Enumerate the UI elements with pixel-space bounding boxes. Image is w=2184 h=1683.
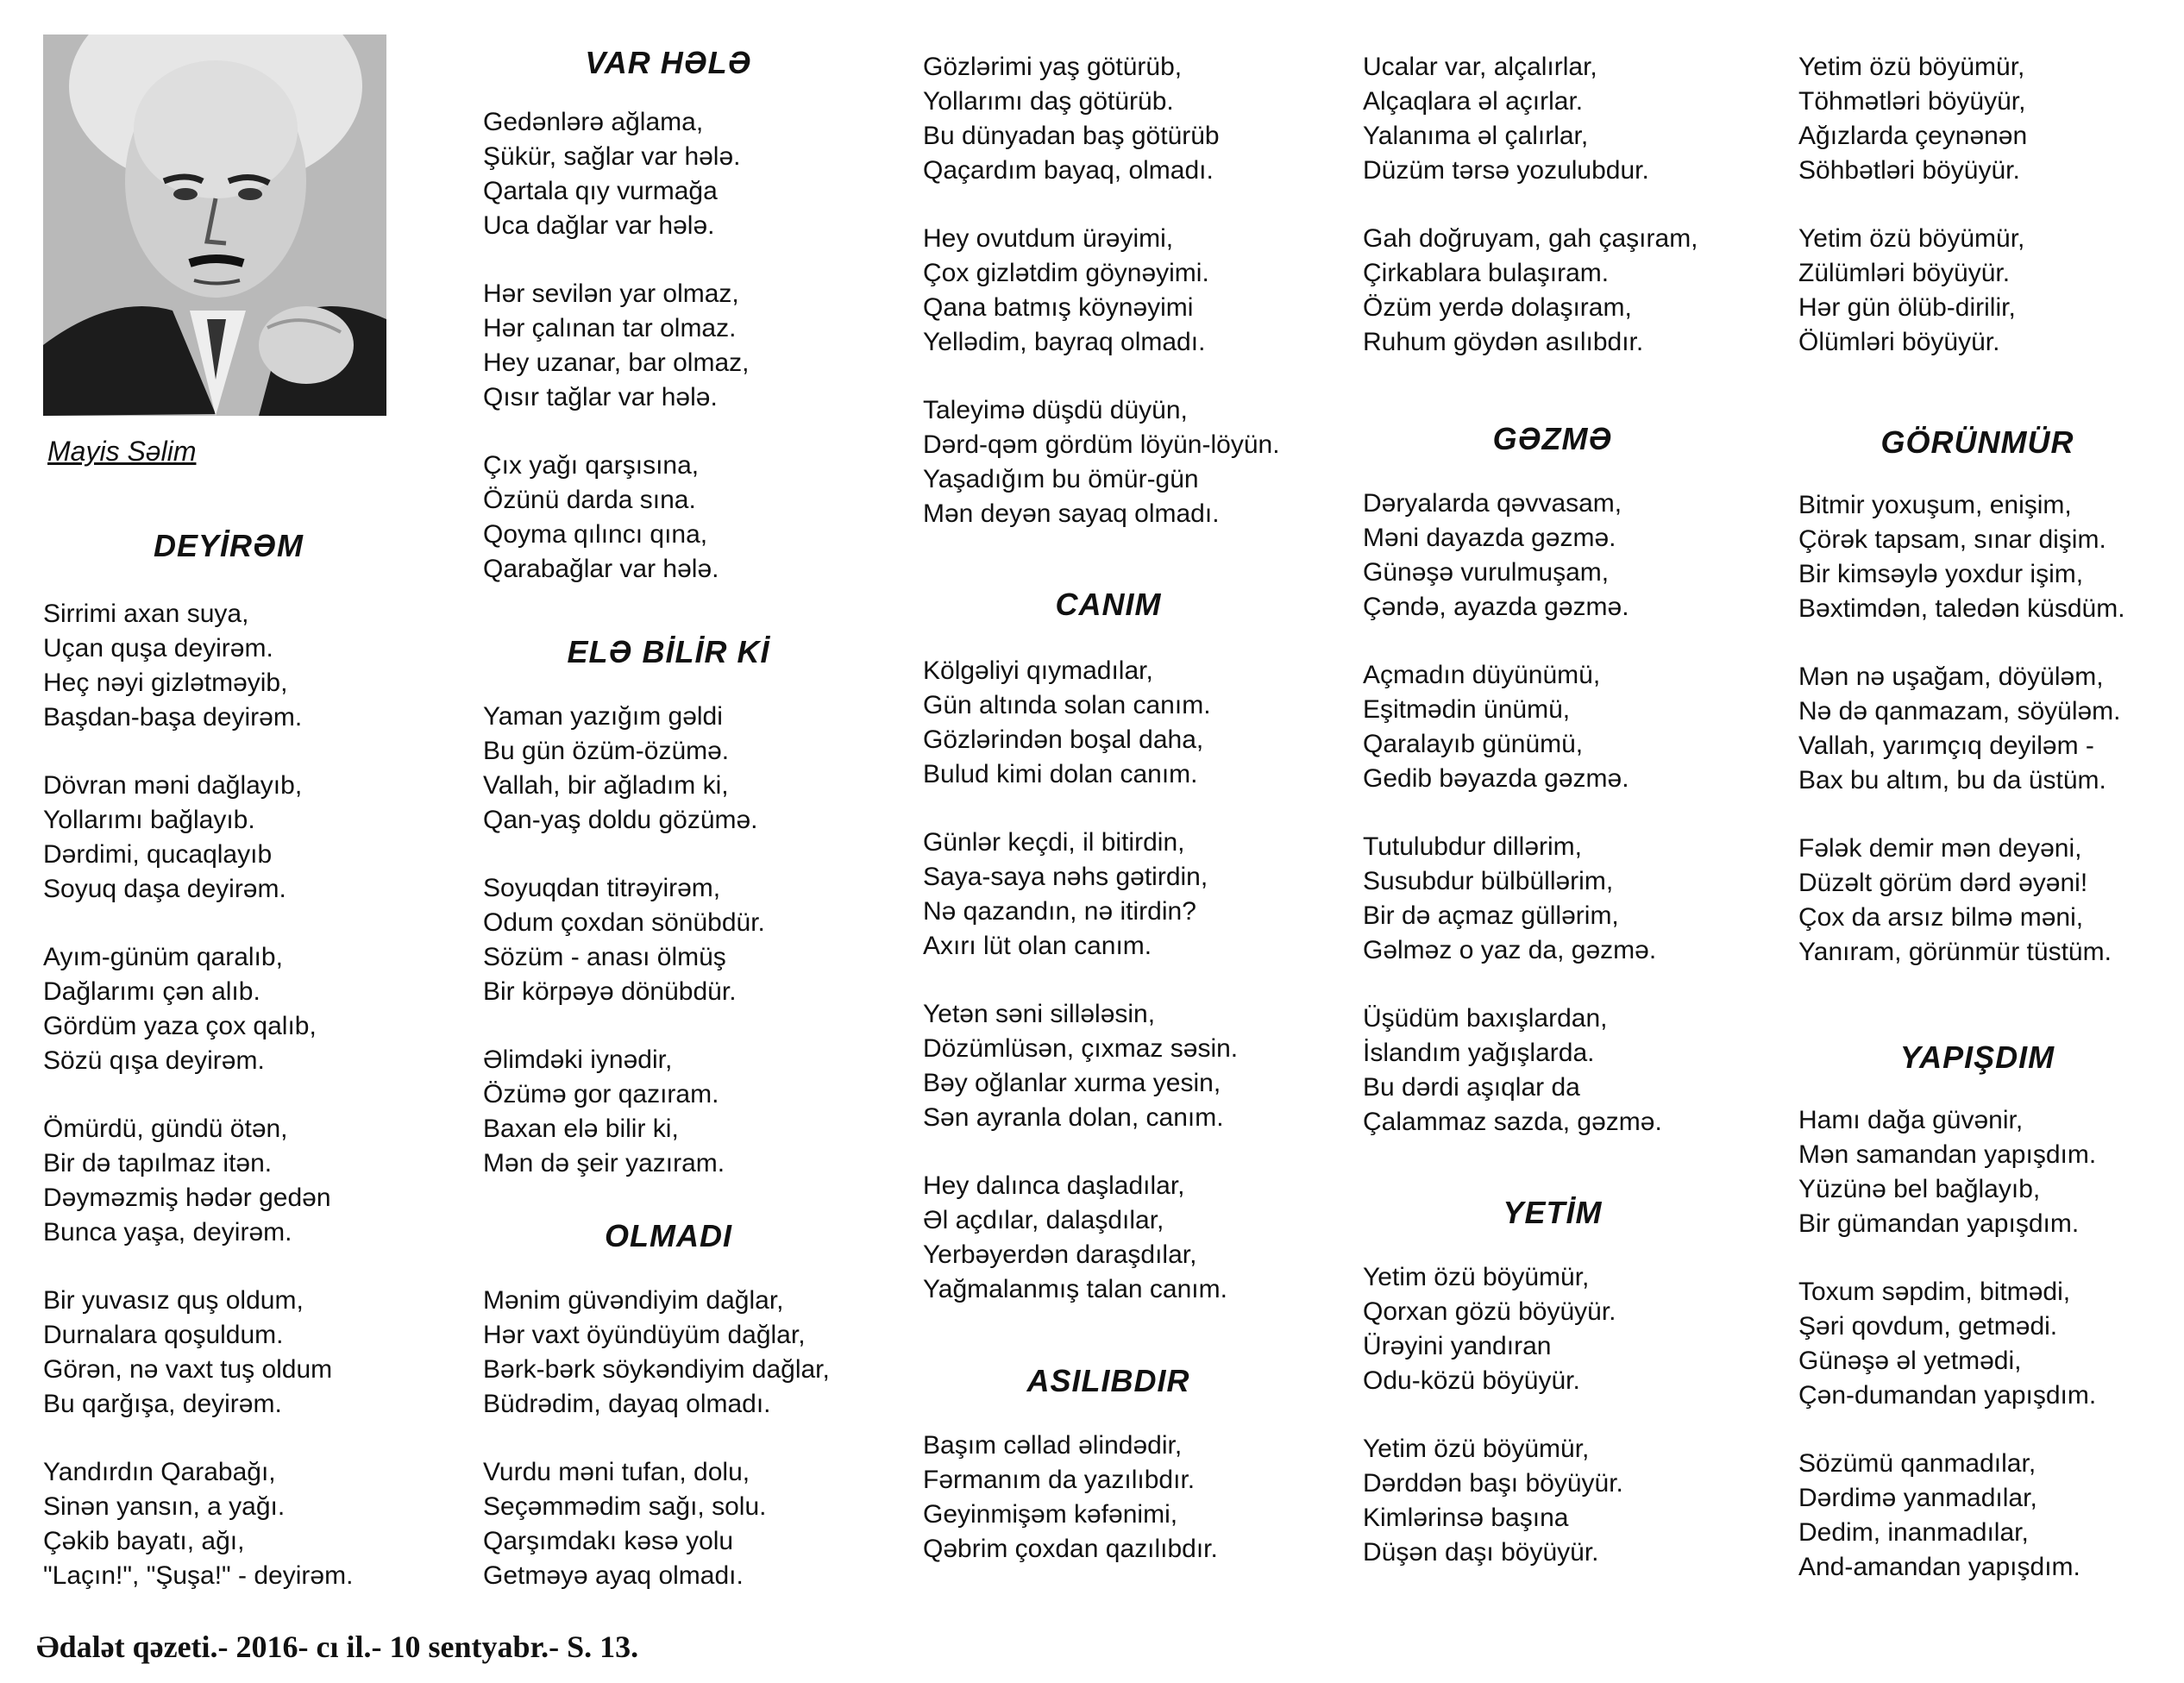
poem-line: Bir körpəyə dönübdür. <box>483 977 737 1006</box>
stanza <box>1798 50 2182 188</box>
poem-line: Özüm yerdə dolaşıram, <box>1363 293 1632 322</box>
poem-line: Çalammaz sazda, gəzmə. <box>1363 1108 1662 1136</box>
poem-line: Toxum səpdim, bitmədi, <box>1798 1278 2071 1306</box>
poem-line: Bu dünyadan baş götürüb <box>923 122 1220 150</box>
poem-line: Odu-közü böyüyür. <box>1363 1366 1580 1395</box>
poem-line: Bəy oğlanlar xurma yesin, <box>923 1069 1221 1097</box>
poem-line: Zülümləri böyüyür. <box>1798 259 2011 287</box>
poem-line: Ağızlarda çeynənən <box>1798 122 2028 150</box>
poem-line: Fərmanım da yazılıbdır. <box>923 1466 1196 1494</box>
poem-line: Bir kimsəylə yoxdur işim, <box>1798 560 2084 588</box>
poem-line: Qoyma qılıncı qına, <box>483 520 708 549</box>
poem-title: ASILIBDIR <box>1026 1363 1190 1398</box>
stanza <box>483 277 880 415</box>
poem-line: Sözümü qanmadılar, <box>1798 1449 2037 1478</box>
poem-line: Başım cəllad əlindədir, <box>923 1431 1183 1460</box>
stanza <box>483 1284 880 1422</box>
poem-line: Vallah, yarımçıq deyiləm - <box>1798 732 2094 760</box>
poem-line: Şükür, sağlar var hələ. <box>483 142 741 171</box>
stanza <box>43 1112 423 1250</box>
poem-line: Hey uzanar, bar olmaz, <box>483 349 750 377</box>
poem-line: Çıx yağı qarşısına, <box>483 451 700 480</box>
poem-line: Sirrimi axan suya, <box>43 600 249 628</box>
poem-line: Qarabağlar var hələ. <box>483 555 719 583</box>
poem-line: Qan-yaş doldu gözümə. <box>483 806 758 834</box>
stanza <box>923 222 1320 360</box>
poem-title: ELƏ BİLİR Kİ <box>567 634 770 669</box>
author-photo <box>43 35 386 416</box>
poem-line: Dağlarımı çən alıb. <box>43 977 260 1006</box>
stanza <box>1798 1447 2182 1585</box>
poem-line: Qaralayıb günümü, <box>1363 730 1584 758</box>
stanza <box>1363 658 1768 796</box>
poem-line: Dəryalarda qəvvasam, <box>1363 489 1622 518</box>
stanza <box>1363 222 1768 360</box>
poem-line: Geyinmişəm kəfənimi, <box>923 1500 1178 1529</box>
poem-line: Bulud kimi dolan canım. <box>923 760 1198 788</box>
poem-gezme <box>1363 421 1768 1140</box>
poem-line: İslandım yağışlarda. <box>1363 1039 1595 1067</box>
poem-line: Düzəlt görüm dərd əyəni! <box>1798 869 2088 897</box>
poem-line: Fələk demir mən deyəni, <box>1798 834 2082 863</box>
poem-line: Yağmalanmış talan canım. <box>923 1275 1227 1303</box>
poem-line: Dərddən başı böyüyür. <box>1363 1469 1623 1498</box>
poem-line: Şəri qovdum, getmədi. <box>1798 1312 2058 1341</box>
stanza <box>483 105 880 243</box>
stanza <box>1798 488 2182 626</box>
poem-line: Günlər keçdi, il bitirdin, <box>923 828 1185 857</box>
poem-line: Heç nəyi gizlətməyib, <box>43 669 288 697</box>
poem-line: Eşitmədin ünümü, <box>1363 695 1571 724</box>
stanza <box>1363 50 1768 188</box>
poem-line: Nə də qanmazam, söyüləm. <box>1798 697 2121 725</box>
source-citation: Ədalət qəzeti.- 2016- cı il.- 10 sentyabr.- S. 13. <box>36 1630 639 1664</box>
stanza <box>1798 1275 2182 1413</box>
stanza <box>483 1455 880 1593</box>
poem-line: Bir gümandan yapışdım. <box>1798 1209 2080 1238</box>
poem-line: Soyuqdan titrəyirəm, <box>483 874 721 902</box>
poem-line: Çox da arsız bilmə məni, <box>1798 903 2084 932</box>
poem-line: Mən samandan yapışdım. <box>1798 1140 2097 1169</box>
poem-line: Hər sevilən yar olmaz, <box>483 279 739 308</box>
stanza <box>43 940 423 1078</box>
poem-title: VAR HƏLƏ <box>585 45 752 80</box>
poem-line: Sinən yansın, a yağı. <box>43 1492 286 1521</box>
poem-deyirem <box>43 528 423 1593</box>
poem-olmadi-continued <box>923 50 1320 531</box>
poem-line: Yerbəyerdən daraşdılar, <box>923 1240 1197 1269</box>
stanza <box>1363 830 1768 968</box>
poem-line: Özümə gor qazıram. <box>483 1080 719 1108</box>
poem-line: Hər gün ölüb-dirilir, <box>1798 293 2016 322</box>
poem-line: Bir də açmaz güllərim, <box>1363 901 1619 930</box>
poem-line: Mən də şeir yazıram. <box>483 1149 725 1177</box>
poem-line: Gedənlərə ağlama, <box>483 108 704 136</box>
poem-line: Gözlərimi yaş götürüb, <box>923 53 1183 81</box>
poem-title: OLMADI <box>605 1218 732 1253</box>
stanza <box>483 449 880 587</box>
poem-line: Bu qarğışa, deyirəm. <box>43 1390 282 1418</box>
poem-title: DEYİRƏM <box>154 528 304 563</box>
author-caption: Mayis Səlim <box>47 436 197 467</box>
poem-line: Ruhum göydən asılıbdır. <box>1363 328 1644 356</box>
poem-line: Hamı dağa güvənir, <box>1798 1106 2024 1134</box>
poem-line: Saya-saya nəhs gətirdin, <box>923 863 1208 891</box>
poem-line: Bu dərdi aşıqlar da <box>1363 1073 1580 1102</box>
poem-line: Çörək tapsam, sınar dişim. <box>1798 525 2106 554</box>
poem-line: Mənim güvəndiyim dağlar, <box>483 1286 784 1315</box>
stanza <box>1363 1260 1768 1398</box>
poem-line: Getməyə ayaq olmadı. <box>483 1561 744 1590</box>
poem-line: Düşən daşı böyüyür. <box>1363 1538 1599 1567</box>
stanza <box>923 1169 1320 1307</box>
poem-line: Yaman yazığım gəldi <box>483 702 723 731</box>
stanza <box>483 700 880 838</box>
poem-line: Bir yuvasız quş oldum, <box>43 1286 304 1315</box>
poem-line: Bitmir yoxuşum, enişim, <box>1798 491 2072 519</box>
poem-line: Yetim özü böyümür, <box>1798 53 2025 81</box>
poem-line: Dedim, inanmadılar, <box>1798 1518 2029 1547</box>
poem-line: Əlimdəki iynədir, <box>483 1046 673 1074</box>
poem-line: Qana batmış köynəyimi <box>923 293 1194 322</box>
stanza <box>1363 487 1768 625</box>
stanza <box>1363 1432 1768 1570</box>
poem-line: Günəşə vurulmuşam, <box>1363 558 1610 587</box>
poem-line: Çəndə, ayazda gəzmə. <box>1363 593 1629 621</box>
poem-line: "Laçın!", "Şuşa!" - deyirəm. <box>43 1561 354 1590</box>
poem-gorunmur <box>1798 424 2182 970</box>
poem-title: YAPIŞDIM <box>1899 1039 2055 1075</box>
stanza <box>1798 1103 2182 1241</box>
stanza <box>1363 1002 1768 1140</box>
poem-line: Çirkablara bulaşıram. <box>1363 259 1610 287</box>
stanza <box>923 826 1320 964</box>
poem-line: Söhbətləri böyüyür. <box>1798 156 2020 185</box>
poem-line: Axırı lüt olan canım. <box>923 932 1152 960</box>
poem-line: Seçəmmədim sağı, solu. <box>483 1492 767 1521</box>
stanza <box>483 1043 880 1181</box>
poem-line: Bax bu altım, bu da üstüm. <box>1798 766 2106 794</box>
poem-line: Dərdimi, qucaqlayıb <box>43 840 273 869</box>
poem-line: Gördüm yaza çox qalıb, <box>43 1012 317 1040</box>
poem-line: Məni dayazda gəzmə. <box>1363 524 1616 552</box>
author-portrait-image <box>43 35 386 416</box>
poem-line: Bu gün özüm-özümə. <box>483 737 730 765</box>
poem-ele-bilir-ki <box>483 634 880 1181</box>
poem-line: Hey ovutdum ürəyimi, <box>923 224 1174 253</box>
poem-line: Tutulubdur dillərim, <box>1363 832 1582 861</box>
stanza <box>923 1429 1320 1567</box>
stanza <box>923 393 1320 531</box>
poem-line: Hey dalınca daşladılar, <box>923 1171 1185 1200</box>
poem-line: Yandırdın Qarabağı, <box>43 1458 276 1486</box>
poem-line: Vurdu məni tufan, dolu, <box>483 1458 750 1486</box>
poem-line: Kimlərinsə başına <box>1363 1504 1569 1532</box>
poem-yetim <box>1363 1195 1768 1570</box>
poem-line: Qarşımdakı kəsə yolu <box>483 1527 734 1555</box>
poem-line: Gah doğruyam, gah çaşıram, <box>1363 224 1698 253</box>
poem-line: Başdan-başa deyirəm. <box>43 703 303 732</box>
poem-line: Əl açdılar, dalaşdılar, <box>923 1206 1164 1234</box>
poem-line: Kölgəliyi qıymadılar, <box>923 656 1153 685</box>
poem-line: Hər çalınan tar olmaz. <box>483 314 737 342</box>
poem-line: Ölümləri böyüyür. <box>1798 328 2000 356</box>
poem-line: Gəlməz o yaz da, gəzmə. <box>1363 936 1657 964</box>
stanza <box>43 597 423 735</box>
poem-line: Vallah, bir ağladım ki, <box>483 771 729 800</box>
poem-line: Mən deyən sayaq olmadı. <box>923 499 1220 528</box>
poem-line: Sözü qışa deyirəm. <box>43 1046 265 1075</box>
poem-line: Uçan quşa deyirəm. <box>43 634 273 663</box>
poem-title: GÖRÜNMÜR <box>1880 424 2074 460</box>
poem-line: Yetən səni sillələsin, <box>923 1000 1156 1028</box>
poem-line: Yaşadığım bu ömür-gün <box>923 465 1199 493</box>
poem-line: Bunca yaşa, deyirəm. <box>43 1218 292 1247</box>
poem-line: And-amandan yapışdım. <box>1798 1553 2080 1581</box>
poem-line: Mən nə uşağam, döyüləm, <box>1798 663 2104 691</box>
poem-line: Çəkib bayatı, ağı, <box>43 1527 245 1555</box>
poem-line: Dərd-qəm gördüm löyün-löyün. <box>923 430 1280 459</box>
poem-line: Odum çoxdan sönübdür. <box>483 908 765 937</box>
poem-title: YETİM <box>1503 1195 1603 1230</box>
poem-line: Büdrədim, dayaq olmadı. <box>483 1390 771 1418</box>
stanza <box>923 50 1320 188</box>
poem-line: Ürəyini yandıran <box>1363 1332 1552 1360</box>
stanza <box>1798 222 2182 360</box>
poem-asilibdir <box>923 1363 1320 1567</box>
poem-line: Bərk-bərk söykəndiyim dağlar, <box>483 1355 830 1384</box>
poem-line: Dözümlüsən, çıxmaz səsin. <box>923 1034 1239 1063</box>
poem-line: Qaçardım bayaq, olmadı. <box>923 156 1214 185</box>
poem-line: Gözlərindən boşal daha, <box>923 725 1204 754</box>
stanza <box>43 1455 423 1593</box>
poem-line: Üşüdüm baxışlardan, <box>1363 1004 1608 1033</box>
poem-line: Yüzünə bel bağlayıb, <box>1798 1175 2041 1203</box>
poem-line: Qartala qıy vurmağa <box>483 177 718 205</box>
poem-line: Çox gizlətdim göynəyimi. <box>923 259 1209 287</box>
poem-line: Dövran məni dağlayıb, <box>43 771 303 800</box>
poem-line: Bəxtimdən, taledən küsdüm. <box>1798 594 2125 623</box>
poem-var-hele <box>483 45 880 587</box>
poem-yetim-continued <box>1798 50 2182 360</box>
poem-line: Yalanıma əl çalırlar, <box>1363 122 1589 150</box>
poem-line: Yellədim, bayraq olmadı. <box>923 328 1206 356</box>
poem-line: Özünü darda sına. <box>483 486 696 514</box>
poem-line: Durnalara qoşuldum. <box>43 1321 284 1349</box>
poem-title: GƏZMƏ <box>1492 421 1613 456</box>
poem-line: Yetim özü böyümür, <box>1798 224 2025 253</box>
poem-line: Gün altında solan canım. <box>923 691 1211 719</box>
poem-line: Sən ayranla dolan, canım. <box>923 1103 1224 1132</box>
stanza <box>43 769 423 907</box>
poem-line: Dəyməzmiş hədər gedən <box>43 1184 331 1212</box>
poem-line: Görən, nə vaxt tuş oldum <box>43 1355 333 1384</box>
poem-line: Ucalar var, alçalırlar, <box>1363 53 1597 81</box>
poem-olmadi <box>483 1218 880 1593</box>
poem-line: Gedib bəyazda gəzmə. <box>1363 764 1629 793</box>
poem-line: Düzüm tərsə yozulubdur. <box>1363 156 1649 185</box>
poem-line: Çən-dumandan yapışdım. <box>1798 1381 2097 1410</box>
poem-line: Qısır tağlar var hələ. <box>483 383 718 411</box>
poem-line: Sözüm - anası ölmüş <box>483 943 726 971</box>
poem-asilibdir-continued <box>1363 50 1768 360</box>
poem-line: Alçaqlara əl açırlar. <box>1363 87 1584 116</box>
poem-line: Dərdimə yanmadılar, <box>1798 1484 2037 1512</box>
poem-line: Açmadın düyünümü, <box>1363 661 1601 689</box>
poem-line: Soyuq daşa deyirəm. <box>43 875 286 903</box>
poem-line: Qəbrim çoxdan qazılıbdır. <box>923 1535 1218 1563</box>
poem-line: Ayım-günüm qaralıb, <box>43 943 283 971</box>
poem-line: Yollarımı bağlayıb. <box>43 806 255 834</box>
poem-line: Uca dağlar var hələ. <box>483 211 715 240</box>
poem-line: Yetim özü böyümür, <box>1363 1435 1590 1463</box>
poem-line: Ömürdü, gündü ötən, <box>43 1115 288 1143</box>
poem-line: Günəşə əl yetmədi, <box>1798 1347 2022 1375</box>
poem-line: Yetim özü böyümür, <box>1363 1263 1590 1291</box>
poem-line: Taleyimə düşdü düyün, <box>923 396 1188 424</box>
stanza <box>1798 832 2182 970</box>
poem-line: Töhmətləri böyüyür, <box>1798 87 2026 116</box>
poem-line: Baxan elə bilir ki, <box>483 1115 679 1143</box>
stanza <box>923 654 1320 792</box>
poem-line: Bir də tapılmaz itən. <box>43 1149 273 1177</box>
poem-line: Yollarımı daş götürüb. <box>923 87 1174 116</box>
stanza <box>43 1284 423 1422</box>
poem-title: CANIM <box>1055 587 1162 622</box>
poem-yapisdim <box>1798 1039 2182 1585</box>
poem-line: Susubdur bülbüllərim, <box>1363 867 1614 895</box>
poem-line: Hər vaxt öyündüyüm dağlar, <box>483 1321 806 1349</box>
poem-line: Qorxan gözü böyüyür. <box>1363 1297 1616 1326</box>
stanza <box>483 871 880 1009</box>
poem-line: Yanıram, görünmür tüstüm. <box>1798 938 2112 966</box>
poem-line: Nə qazandın, nə itirdin? <box>923 897 1196 926</box>
poem-canim <box>923 587 1320 1307</box>
stanza <box>923 997 1320 1135</box>
stanza <box>1798 660 2182 798</box>
